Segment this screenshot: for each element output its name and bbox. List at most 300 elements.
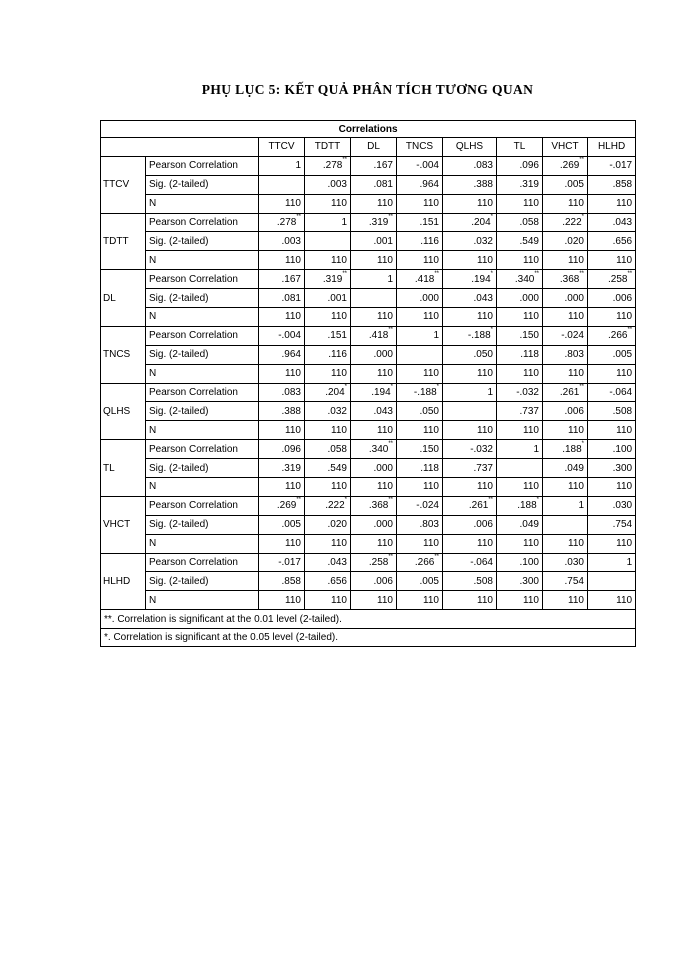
pearson-value: .261: [468, 500, 489, 512]
n-cell: 110: [497, 308, 543, 327]
pearson-cell: [588, 326, 636, 345]
n-cell: 110: [497, 591, 543, 610]
table-row: [101, 515, 636, 534]
pearson-cell: [543, 270, 588, 289]
pearson-cell: [305, 270, 351, 289]
sig-cell: .118: [397, 459, 443, 478]
sig-cell: [305, 232, 351, 251]
pearson-cell: [305, 326, 351, 345]
statistic-label: N: [146, 421, 259, 440]
table-row: [101, 194, 636, 213]
n-cell: 110: [588, 364, 636, 383]
pearson-cell: [443, 270, 497, 289]
sig-cell: [543, 515, 588, 534]
pearson-value: .167: [373, 160, 393, 172]
pearson-cell: [543, 496, 588, 515]
statistic-label: Sig. (2-tailed): [146, 572, 259, 591]
n-cell: 110: [497, 364, 543, 383]
significance-marker: *: [490, 327, 493, 334]
pearson-cell: [351, 156, 397, 175]
n-cell: 110: [588, 421, 636, 440]
sig-cell: .388: [443, 175, 497, 194]
pearson-cell: [443, 440, 497, 459]
sig-cell: .116: [305, 345, 351, 364]
sig-cell: .049: [497, 515, 543, 534]
pearson-value: -.024: [561, 330, 584, 342]
sig-cell: .000: [543, 289, 588, 308]
variable-label: QLHS: [101, 383, 146, 440]
footnote-row: [101, 628, 636, 647]
table-row: [101, 251, 636, 270]
statistic-label: N: [146, 534, 259, 553]
pearson-value: .222: [562, 217, 582, 228]
sig-cell: .754: [588, 515, 636, 534]
sig-cell: [351, 289, 397, 308]
n-cell: 110: [259, 534, 305, 553]
table-row: [101, 364, 636, 383]
sig-cell: .000: [351, 345, 397, 364]
n-cell: 110: [351, 534, 397, 553]
sig-cell: .006: [351, 572, 397, 591]
table-row: [101, 572, 636, 591]
pearson-value: .418: [414, 273, 435, 285]
sig-cell: .803: [397, 515, 443, 534]
column-header-dl: DL: [351, 138, 397, 157]
n-cell: 110: [443, 478, 497, 497]
pearson-cell: [351, 270, 397, 289]
significance-marker: **: [296, 214, 301, 220]
column-header-tncs: TNCS: [397, 138, 443, 157]
pearson-cell: [543, 156, 588, 175]
n-cell: 110: [351, 251, 397, 270]
significance-marker: **: [434, 554, 439, 561]
sig-cell: .000: [351, 515, 397, 534]
statistic-label: Sig. (2-tailed): [146, 289, 259, 308]
sig-cell: .964: [259, 345, 305, 364]
pearson-cell: [397, 156, 443, 175]
sig-cell: .656: [588, 232, 636, 251]
pearson-cell: [497, 270, 543, 289]
n-cell: 110: [588, 478, 636, 497]
table-caption: Correlations: [101, 121, 636, 138]
pearson-cell: [259, 440, 305, 459]
pearson-value: -.032: [470, 443, 493, 455]
pearson-cell: [443, 553, 497, 572]
pearson-value: .058: [519, 217, 539, 228]
significance-marker: **: [434, 270, 439, 277]
n-cell: 110: [259, 194, 305, 213]
sig-cell: .032: [443, 232, 497, 251]
sig-cell: .656: [305, 572, 351, 591]
sig-cell: .803: [543, 345, 588, 364]
n-cell: 110: [305, 478, 351, 497]
pearson-value: .188: [562, 443, 582, 455]
sig-cell: .116: [397, 232, 443, 251]
pearson-value: -.188: [413, 387, 437, 399]
pearson-value: .100: [612, 443, 633, 455]
pearson-cell: [588, 553, 636, 572]
pearson-value: 1: [341, 217, 347, 228]
pearson-value: .319: [322, 273, 343, 285]
pearson-cell: [259, 270, 305, 289]
statistic-label: Pearson Correlation: [146, 270, 259, 289]
sig-cell: .001: [305, 289, 351, 308]
statistic-label: Sig. (2-tailed): [146, 459, 259, 478]
sig-cell: .050: [397, 402, 443, 421]
sig-cell: .300: [497, 572, 543, 591]
table-row: [101, 326, 636, 345]
significance-marker: **: [627, 270, 633, 277]
sig-cell: .001: [351, 232, 397, 251]
pearson-value: 1: [433, 330, 439, 342]
n-cell: 110: [497, 194, 543, 213]
pearson-cell: [443, 496, 497, 515]
variable-label: DL: [101, 270, 146, 327]
n-cell: 110: [305, 364, 351, 383]
significance-marker: *: [581, 440, 584, 447]
pearson-cell: [351, 326, 397, 345]
sig-cell: .006: [543, 402, 588, 421]
pearson-cell: [497, 213, 543, 232]
column-header-tdtt: TDTT: [305, 138, 351, 157]
pearson-cell: [588, 496, 636, 515]
pearson-cell: [588, 440, 636, 459]
sig-cell: .005: [259, 515, 305, 534]
column-header-hlhd: HLHD: [588, 138, 636, 157]
pearson-cell: [259, 383, 305, 402]
pearson-cell: [305, 213, 351, 232]
sig-cell: .858: [259, 572, 305, 591]
pearson-value: -.004: [416, 160, 439, 172]
significance-marker: *: [344, 497, 347, 504]
pearson-cell: [397, 213, 443, 232]
table-row: [101, 478, 636, 497]
significance-marker: **: [296, 497, 301, 504]
pearson-cell: [497, 383, 543, 402]
n-cell: 110: [497, 534, 543, 553]
sig-cell: .020: [543, 232, 588, 251]
pearson-cell: [259, 326, 305, 345]
table-row: [101, 459, 636, 478]
n-cell: 110: [259, 251, 305, 270]
pearson-value: .340: [514, 273, 535, 285]
pearson-value: 1: [487, 387, 493, 399]
table-row: [101, 421, 636, 440]
significance-marker: **: [579, 270, 584, 277]
n-cell: 110: [543, 308, 588, 327]
pearson-value: .222: [325, 500, 345, 512]
pearson-cell: [443, 213, 497, 232]
significance-marker: **: [342, 157, 347, 164]
pearson-value: .266: [414, 557, 435, 569]
table-row: [101, 232, 636, 251]
pearson-cell: [497, 496, 543, 515]
pearson-cell: [588, 156, 636, 175]
column-header-row: [101, 138, 636, 157]
pearson-value: .188: [517, 500, 537, 512]
sig-cell: [259, 175, 305, 194]
pearson-cell: [397, 440, 443, 459]
pearson-value: .278: [276, 217, 297, 228]
pearson-value: 1: [626, 557, 633, 569]
column-header-tl: TL: [497, 138, 543, 157]
n-cell: 110: [351, 194, 397, 213]
table-row: [101, 553, 636, 572]
n-cell: 110: [351, 421, 397, 440]
sig-cell: .003: [305, 175, 351, 194]
significance-marker: **: [579, 384, 584, 391]
n-cell: 110: [259, 421, 305, 440]
pearson-cell: [351, 553, 397, 572]
table-row: [101, 289, 636, 308]
pearson-value: 1: [533, 443, 539, 455]
sig-cell: .508: [588, 402, 636, 421]
n-cell: 110: [588, 308, 636, 327]
pearson-cell: [497, 440, 543, 459]
pearson-value: .151: [419, 217, 439, 228]
pearson-cell: [543, 326, 588, 345]
variable-label: VHCT: [101, 496, 146, 553]
table-row: [101, 534, 636, 553]
pearson-cell: [259, 553, 305, 572]
table-row: [101, 270, 636, 289]
statistic-label: N: [146, 308, 259, 327]
pearson-value: -.064: [609, 387, 633, 399]
n-cell: 110: [543, 421, 588, 440]
pearson-value: .194: [471, 273, 491, 285]
sig-cell: [397, 345, 443, 364]
significance-marker: *: [536, 497, 539, 504]
statistic-label: N: [146, 194, 259, 213]
n-cell: 110: [305, 534, 351, 553]
pearson-value: .340: [368, 443, 389, 455]
n-cell: 110: [543, 251, 588, 270]
table-row: [101, 156, 636, 175]
significance-marker: **: [627, 327, 633, 334]
sig-cell: .006: [443, 515, 497, 534]
sig-cell: .005: [543, 175, 588, 194]
sig-cell: .549: [497, 232, 543, 251]
pearson-value: -.188: [467, 330, 491, 342]
pearson-value: .261: [559, 387, 580, 399]
table-row: [101, 402, 636, 421]
n-cell: 110: [397, 534, 443, 553]
sig-cell: .043: [351, 402, 397, 421]
n-cell: 110: [588, 251, 636, 270]
sig-cell: .081: [259, 289, 305, 308]
n-cell: 110: [443, 591, 497, 610]
statistic-label: N: [146, 591, 259, 610]
sig-cell: .508: [443, 572, 497, 591]
pearson-value: .043: [327, 557, 347, 569]
n-cell: 110: [497, 421, 543, 440]
pearson-cell: [497, 326, 543, 345]
sig-cell: .858: [588, 175, 636, 194]
variable-label: TDTT: [101, 213, 146, 270]
pearson-cell: [305, 440, 351, 459]
statistic-label: N: [146, 251, 259, 270]
significance-marker: **: [388, 440, 393, 447]
statistic-label: Sig. (2-tailed): [146, 515, 259, 534]
pearson-value: .058: [327, 443, 347, 455]
statistic-label: Sig. (2-tailed): [146, 345, 259, 364]
table-row: [101, 496, 636, 515]
pearson-cell: [397, 326, 443, 345]
pearson-cell: [397, 270, 443, 289]
n-cell: 110: [397, 251, 443, 270]
significance-marker: **: [534, 270, 539, 277]
pearson-value: .269: [559, 160, 580, 172]
pearson-cell: [588, 270, 636, 289]
n-cell: 110: [397, 194, 443, 213]
pearson-cell: [443, 383, 497, 402]
n-cell: 110: [351, 364, 397, 383]
pearson-value: .269: [276, 500, 297, 512]
significance-marker: *: [344, 384, 347, 391]
sig-cell: .300: [588, 459, 636, 478]
n-cell: 110: [351, 308, 397, 327]
pearson-value: -.017: [278, 557, 301, 569]
pearson-value: .100: [519, 557, 539, 569]
sig-cell: .549: [305, 459, 351, 478]
statistic-label: Sig. (2-tailed): [146, 232, 259, 251]
significance-marker: *: [436, 384, 439, 391]
pearson-cell: [397, 553, 443, 572]
statistic-label: N: [146, 478, 259, 497]
n-cell: 110: [397, 364, 443, 383]
column-header-vhct: VHCT: [543, 138, 588, 157]
sig-cell: [588, 572, 636, 591]
sig-cell: .000: [351, 459, 397, 478]
n-cell: 110: [397, 591, 443, 610]
pearson-value: .150: [519, 330, 539, 342]
n-cell: 110: [259, 478, 305, 497]
significance-marker: **: [579, 157, 584, 164]
sig-cell: .003: [259, 232, 305, 251]
sig-cell: .005: [588, 345, 636, 364]
sig-cell: .388: [259, 402, 305, 421]
significance-marker: **: [388, 327, 393, 334]
pearson-value: .258: [368, 557, 389, 569]
pearson-cell: [397, 383, 443, 402]
statistic-label: Pearson Correlation: [146, 496, 259, 515]
variable-label: TTCV: [101, 156, 146, 213]
pearson-value: .194: [371, 387, 391, 399]
statistic-label: Pearson Correlation: [146, 553, 259, 572]
pearson-value: .167: [281, 273, 301, 285]
pearson-cell: [259, 496, 305, 515]
table-row: [101, 345, 636, 364]
pearson-value: .368: [559, 273, 580, 285]
footnote-row: [101, 610, 636, 629]
significance-marker: **: [388, 497, 393, 504]
pearson-cell: [351, 383, 397, 402]
pearson-cell: [543, 383, 588, 402]
pearson-cell: [351, 496, 397, 515]
n-cell: 110: [351, 591, 397, 610]
footnote: **. Correlation is significant at the 0.01 level (2-tailed).: [101, 610, 636, 629]
significance-marker: *: [490, 270, 493, 277]
table-row: [101, 383, 636, 402]
sig-cell: .032: [305, 402, 351, 421]
pearson-cell: [497, 553, 543, 572]
page-title: PHỤ LỤC 5: KẾT QUẢ PHÂN TÍCH TƯƠNG QUAN: [201, 82, 534, 97]
n-cell: 110: [443, 194, 497, 213]
n-cell: 110: [443, 364, 497, 383]
pearson-cell: [397, 496, 443, 515]
pearson-value: .030: [612, 500, 633, 512]
pearson-value: .266: [607, 330, 628, 342]
n-cell: 110: [543, 591, 588, 610]
sig-cell: .737: [443, 459, 497, 478]
pearson-value: .083: [281, 387, 301, 399]
n-cell: 110: [588, 534, 636, 553]
n-cell: 110: [443, 421, 497, 440]
pearson-value: 1: [387, 273, 393, 285]
column-header-ttcv: TTCV: [259, 138, 305, 157]
table-row: [101, 213, 636, 232]
table-row: [101, 591, 636, 610]
significance-marker: *: [581, 214, 584, 220]
n-cell: 110: [305, 308, 351, 327]
n-cell: 110: [305, 251, 351, 270]
pearson-cell: [259, 156, 305, 175]
pearson-cell: [497, 156, 543, 175]
variable-label: TNCS: [101, 326, 146, 383]
pearson-cell: [443, 326, 497, 345]
n-cell: 110: [443, 251, 497, 270]
pearson-cell: [543, 440, 588, 459]
statistic-label: Sig. (2-tailed): [146, 175, 259, 194]
sig-cell: [443, 402, 497, 421]
statistic-label: Pearson Correlation: [146, 213, 259, 232]
n-cell: 110: [588, 591, 636, 610]
pearson-value: 1: [295, 160, 301, 172]
sig-cell: .754: [543, 572, 588, 591]
table-row: [101, 175, 636, 194]
sig-cell: .005: [397, 572, 443, 591]
pearson-value: .418: [368, 330, 389, 342]
n-cell: 110: [305, 591, 351, 610]
pearson-cell: [588, 213, 636, 232]
pearson-value: -.017: [609, 160, 633, 172]
n-cell: 110: [543, 478, 588, 497]
pearson-value: .150: [419, 443, 439, 455]
sig-cell: .118: [497, 345, 543, 364]
statistic-label: N: [146, 364, 259, 383]
pearson-value: -.032: [516, 387, 539, 399]
pearson-value: .204: [471, 217, 491, 228]
sig-cell: .006: [588, 289, 636, 308]
header-corner: [101, 138, 259, 157]
sig-cell: .319: [259, 459, 305, 478]
sig-cell: .737: [497, 402, 543, 421]
pearson-value: .319: [368, 217, 389, 228]
pearson-cell: [351, 440, 397, 459]
pearson-value: 1: [578, 500, 584, 512]
n-cell: 110: [588, 194, 636, 213]
n-cell: 110: [543, 364, 588, 383]
pearson-cell: [305, 553, 351, 572]
table-row: [101, 440, 636, 459]
pearson-value: .278: [322, 160, 343, 172]
pearson-value: -.024: [416, 500, 439, 512]
pearson-value: .096: [281, 443, 301, 455]
pearson-value: .030: [564, 557, 584, 569]
table-row: [101, 308, 636, 327]
significance-marker: *: [390, 384, 393, 391]
n-cell: 110: [351, 478, 397, 497]
